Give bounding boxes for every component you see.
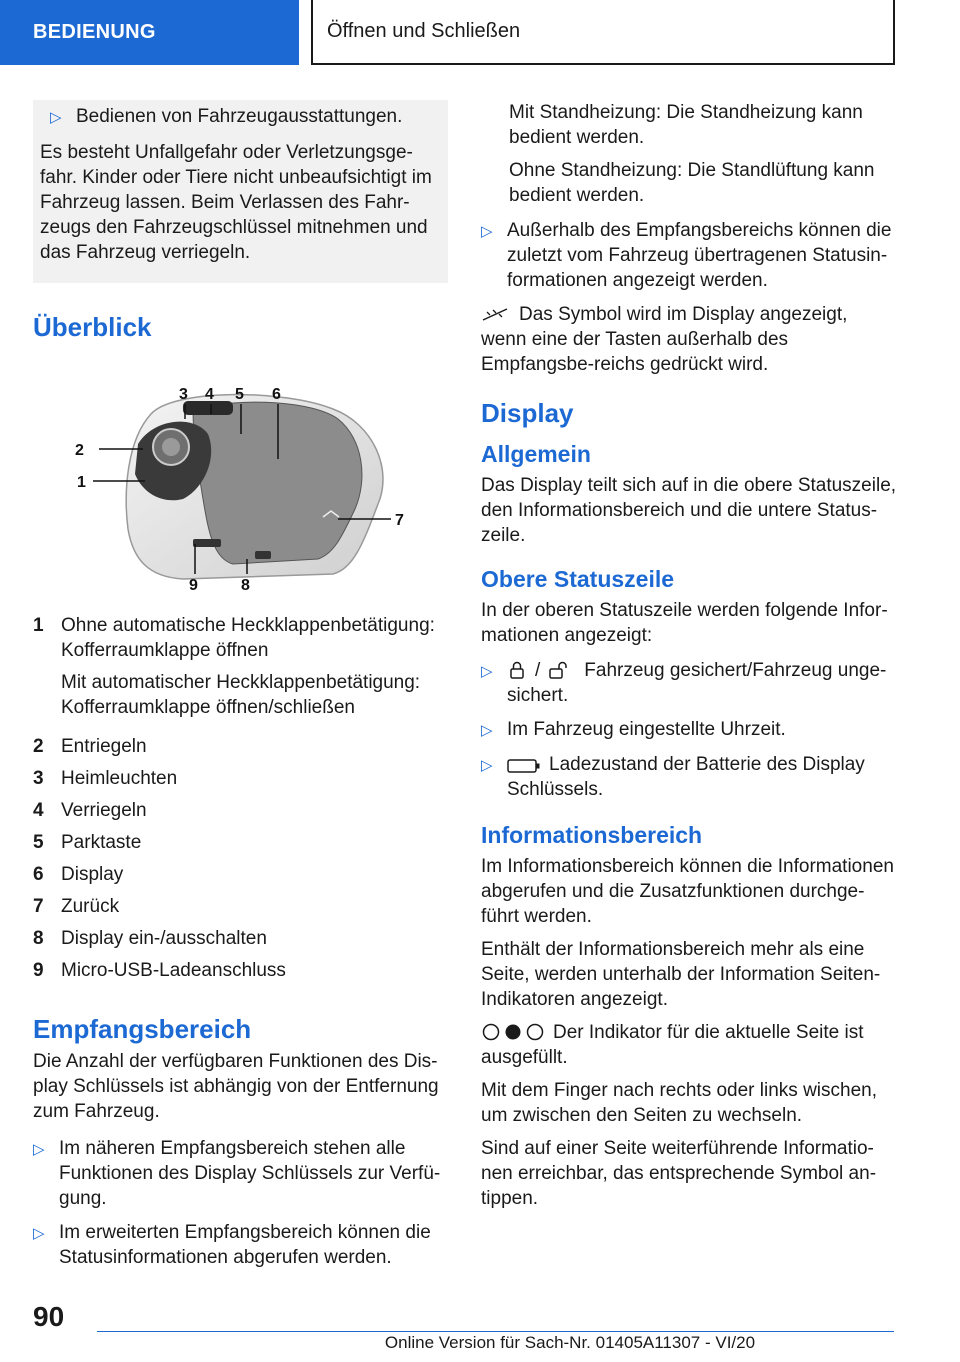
info-paragraph: Im Informationsbereich können die Informationen abgerufen und die Zusatzfunktionen durchge-führt werden. <box>481 856 894 927</box>
status-bullet-battery <box>481 752 897 802</box>
chapter-title: Öffnen und Schließen <box>327 20 521 42</box>
callout-1: 1 <box>77 474 86 491</box>
info-heading: Informationsbereich <box>481 822 703 848</box>
range-bullet-text: Im erweiterten Empfangsbereich können die Statusinformationen abgerufen werden. <box>59 1222 431 1268</box>
heating-on-text: Mit Standheizung: Die Standheizung kann bedient werden. <box>509 102 863 148</box>
left-column <box>33 100 448 1279</box>
warning-bullet <box>40 104 440 130</box>
legend-item <box>33 766 448 791</box>
display-key-figure <box>33 379 448 594</box>
legend-text: Zurück <box>61 896 120 917</box>
legend-item <box>33 958 448 983</box>
info-paragraph: Mit dem Finger nach rechts oder links wischen, um zwischen den Seiten zu wechseln. <box>481 1080 877 1126</box>
symbol-note <box>481 302 897 377</box>
unlocked-icon <box>548 660 576 680</box>
legend-number: 7 <box>33 896 44 917</box>
power-button <box>255 551 271 559</box>
range-bullet <box>33 1220 448 1270</box>
range-bullet <box>33 1136 448 1211</box>
legend-text: Mit automatischer Heckklappenbetätigung: Kofferraumklappe öffnen/schließen <box>61 672 421 718</box>
triangle-bullet-icon: ▷ <box>481 757 493 774</box>
legend-text: Heimleuchten <box>61 768 178 789</box>
range-intro: Die Anzahl der verfügbaren Funktionen des Dis-play Schlüssels ist abhängig von der Entfernung zum Fahrzeug. <box>33 1051 439 1122</box>
chapter-header <box>311 0 895 65</box>
legend-number: 9 <box>33 960 44 981</box>
warning-bullet-text: Bedienen von Fahrzeugausstattungen. <box>76 106 403 127</box>
legend-text: Parktaste <box>61 832 142 853</box>
indicator-note-text: Der Indikator für die aktuelle Seite ist ausgefüllt. <box>481 1022 864 1068</box>
indicator-note <box>481 1020 897 1070</box>
time-status-text: Im Fahrzeug eingestellte Uhrzeit. <box>507 719 786 740</box>
callout-6: 6 <box>272 386 281 403</box>
legend-text: Verriegeln <box>61 800 147 821</box>
legend-text: Ohne automatische Heckklappenbetätigung: Kofferraumklappe öffnen <box>61 615 435 661</box>
footer-text: Online Version für Sach-Nr. 01405A11307 - VI/20 <box>384 1333 756 1352</box>
display-heading: Display <box>481 398 574 428</box>
callout-2: 2 <box>75 442 84 459</box>
outside-range-bullet <box>481 218 897 293</box>
triangle-bullet-icon: ▷ <box>481 223 493 240</box>
section-title: BEDIENUNG <box>33 21 156 43</box>
legend-number: 8 <box>33 928 44 949</box>
callout-4: 4 <box>205 386 214 403</box>
legend-number: 5 <box>33 832 44 853</box>
outside-range-text: Außerhalb des Empfangsbereichs können die zuletzt vom Fahrzeug übertragenen Statusin-formationen angezeigt werden. <box>507 220 892 291</box>
triangle-bullet-icon: ▷ <box>33 1141 45 1158</box>
slash-separator: / <box>535 660 541 681</box>
legend-number: 3 <box>33 768 44 789</box>
overview-heading: Überblick <box>33 312 152 342</box>
info-paragraph: Sind auf einer Seite weiterführende Informatio-nen erreichbar, das entsprechende Symbol an-tippen. <box>481 1138 877 1209</box>
legend-item <box>33 862 448 887</box>
status-bullet-time <box>481 717 897 743</box>
legend-text: Display <box>61 864 124 885</box>
legend-item <box>33 798 448 823</box>
legend-item <box>33 926 448 951</box>
legend-text: Micro-USB-Ladeanschluss <box>61 960 286 981</box>
info-paragraph: Enthält der Informationsbereich mehr als eine Seite, werden unterhalb der Information Seiten-Indikatoren angezeigt. <box>481 939 881 1010</box>
callout-9: 9 <box>189 577 198 594</box>
range-heading: Empfangsbereich <box>33 1014 252 1044</box>
locked-icon <box>507 660 527 680</box>
general-heading: Allgemein <box>481 441 591 467</box>
warning-text: Es besteht Unfallgefahr oder Verletzungsge-fahr. Kinder oder Tiere nicht unbeaufsichtigt im Fahrzeug lassen. Beim Verlassen des Fahr-zeugs den Fahrzeugschlüssel mitnehmen und das Fahrzeug verriegeln. <box>40 142 432 263</box>
legend-number: 1 <box>33 615 44 636</box>
footer-rule <box>97 1331 894 1332</box>
lock-status-text: Fahrzeug gesichert/Fahrzeug unge-sichert. <box>507 660 887 706</box>
section-header <box>0 0 299 65</box>
legend-item <box>33 830 448 855</box>
right-column <box>481 100 897 1219</box>
legend-number: 2 <box>33 736 44 757</box>
legend-item <box>33 613 448 727</box>
triangle-bullet-icon: ▷ <box>33 1225 45 1242</box>
symbol-note-text: Das Symbol wird im Display angezeigt, wenn eine der Tasten außerhalb des Empfangsbe-reichs gedrückt wird. <box>481 304 848 375</box>
heating-off-text: Ohne Standheizung: Die Standlüftung kann bedient werden. <box>509 160 875 206</box>
callout-3: 3 <box>179 386 188 403</box>
legend-list <box>33 613 448 983</box>
triangle-bullet-icon: ▷ <box>50 109 62 126</box>
page-number: 90 <box>33 1301 65 1332</box>
usb-port <box>193 539 221 547</box>
status-bullet-lock <box>481 658 897 708</box>
battery-icon <box>507 758 541 774</box>
status-intro: In der oberen Statuszeile werden folgende Infor-mationen angezeigt: <box>481 600 888 646</box>
callout-5: 5 <box>235 386 244 403</box>
callout-8: 8 <box>241 577 250 594</box>
legend-number: 6 <box>33 864 44 885</box>
callout-7: 7 <box>395 512 404 529</box>
key-top-button <box>183 401 233 415</box>
legend-number: 4 <box>33 800 44 821</box>
warning-box <box>33 100 448 283</box>
triangle-bullet-icon: ▷ <box>481 722 493 739</box>
battery-status-text: Ladezustand der Batterie des Display Schlüssels. <box>507 754 865 800</box>
legend-item <box>33 734 448 759</box>
page-indicator-icon <box>481 1022 545 1042</box>
general-text: Das Display teilt sich auf in die obere Statuszeile, den Informationsbereich und die untere Status-zeile. <box>481 475 897 546</box>
legend-item <box>33 894 448 919</box>
triangle-bullet-icon: ▷ <box>481 663 493 680</box>
out-of-range-icon <box>481 306 511 324</box>
legend-text: Display ein-/ausschalten <box>61 928 267 949</box>
legend-text: Entriegeln <box>61 736 147 757</box>
range-bullet-text: Im näheren Empfangsbereich stehen alle Funktionen des Display Schlüssels zur Verfü-gung. <box>59 1138 441 1209</box>
status-heading: Obere Statuszeile <box>481 566 675 592</box>
